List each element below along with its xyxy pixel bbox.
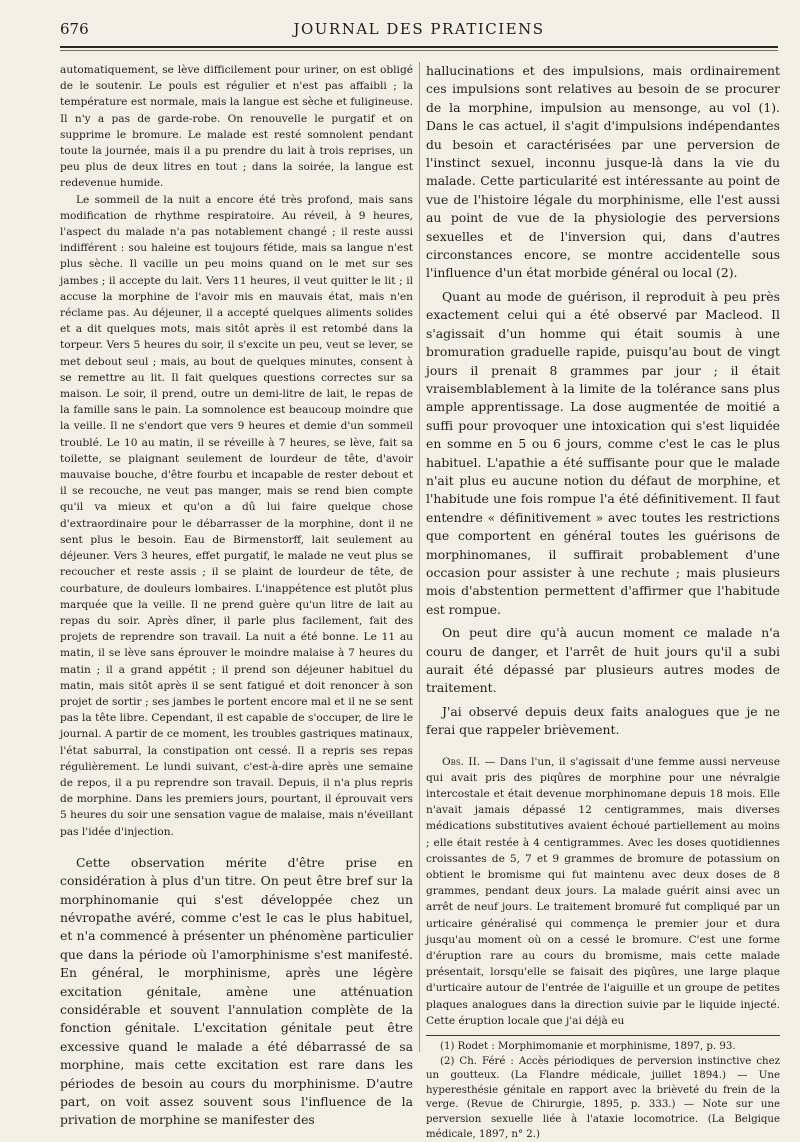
header-rule (60, 46, 778, 48)
discussion-paragraph: Cette observation mérite d'être prise en considération à plus d'un titre. On peut être bref sur la morphinomanie qui s'est développée chez un névropathe avéré, comme c'est le cas le plus habituel, et n'a commencé à présenter un phénomène particulier que dans la période où l'amorphinisme s'est manifesté. En général, le morphinisme, après une légère excitation génitale, amène une atténuation considérable et souvent l'annulation complète de la fonction génitale. L'excitation génitale peut être excessive quand le malade a été débarrassé de sa morphine, mais cette excitation est rare dans les périodes de besoin au cours du morphinisme. D'autre part, on voit assez souvent sous l'influence de la privation de morphine se manifester des (60, 854, 413, 1128)
observation-label: Obs. II. (442, 755, 481, 768)
running-head: JOURNAL DES PRATICIENS (293, 20, 545, 38)
case-paragraph: Le sommeil de la nuit a encore été très profond, mais sans modification de rhythme respiratoire. Au réveil, à 9 heures, l'aspect du malade n'a pas notablement changé ; il reste aussi indifférent : sou haleine est toujours fétide, mais sa langue n'est plus sèche. Il vacille un peu moins quand on le met sur ses jambes ; il accepte du lait. Vers 11 heures, il veut quitter le lit ; il accuse la morphine de l'avoir mis en mauvais état, mais n'en réclame pas. Au déjeuner, il a accepté quelques aliments solides et a dit quelques mots, mais sitôt après il est retombé dans la torpeur. Vers 5 heures du soir, il s'excite un peu, veut se lever, se met debout seul ; mais, au bout de quelques minutes, consent à se remettre au lit. Il fait quelques questions correctes sur sa maison. Le soir, il prend, outre un demi-litre de lait, le repas de la famille sans le pain. La somnolence est beaucoup moindre que la veille. Il ne s'endort que vers 9 heures et demie d'un sommeil troublé. Le 10 au matin, il se réveille à 7 heures, se lève, fait sa toilette, se plaignant seulement de lourdeur de tête, d'avoir mauvaise bouche, d'être fourbu et incapable de rester debout et il se recouche, ne veut pas manger, mais se rend bien compte qu'il va mieux et qu'on a dû lui faire quelque chose d'extraordinaire pour le débarrasser de la morphine, dont il ne sent plus le besoin. Eau de Birmenstorff, lait seulement au déjeuner. Vers 3 heures, effet purgatif, le malade ne veut plus se recoucher et reste assis ; il se plaint de lourdeur de tête, de courbature, de douleurs lombaires. L'inappétence est plutôt plus marquée que la veille. Il ne prend guère qu'un litre de lait au repas du soir. Après dîner, il parle plus facilement, fait des projets de reprendre son travail. La nuit a été bonne. Le 11 au matin, il se lève sans éprouver le moindre malaise à 7 heures du matin ; il a grand appétit ; il prend son déjeuner habituel du matin, mais sitôt après il se sent fatigué et doit renoncer à son projet de sortir ; ses jambes le portent encore mal et il ne se sent pas la tête libre. Cependant, il est capable de s'occuper, de lire le journal. A partir de ce moment, les troubles gastriques matinaux, l'état saburral, la constipation ont cessé. Il a repris ses repas régulièrement. Le lundi suivant, c'est-à-dire après une semaine de repos, il a pu reprendre son travail. Depuis, il n'a plus repris de morphine. Dans les premiers jours, pourtant, il éprouvait vers 5 heures du soir une sensation vague de malaise, mais n'éveillant pas l'idée d'injection. (60, 193, 413, 838)
page-header (60, 20, 778, 44)
footnote-rule (426, 1035, 780, 1036)
body-paragraph: J'ai observé depuis deux faits analogues que je ne ferai que rappeler brièvement. (426, 703, 780, 738)
case-paragraph: automatiquement, se lève difficilement pour uriner, on est obligé de le soutenir. Le pouls est régulier et n'est pas affaibli ; la température est normale, mais la langue est sèche et fuligineuse. Il n'y a pas de garde-robe. On renouvelle le purgatif et on supprime le bromure. Le malade est resté somnolent pendant toute la journée, mais il a pu prendre du lait à trois reprises, un peu plus de deux litres en tout ; dans la soirée, la langue est redevenue humide. (60, 64, 413, 190)
observation-text: — Dans l'un, il s'agissait d'une femme aussi nerveuse qui avait pris des piqûres de morphine pour une névralgie intercostale et était devenue morphinomane depuis 18 mois. Elle n'avait jamais dépassé 12 centigrammes, mais diverses médications substitutives avaient échoué partiellement au moins ; elle était restée à 4 centigrammes. Avec les doses quotidiennes croissantes de 5, 7 et 9 grammes de bromure de potassium on obtient le bromisme qui fut maintenu avec deux doses de 8 grammes, pendant deux jours. La malade guérit ainsi avec un arrêt de neuf jours. Le traitement bromuré fut compliqué par un urticaire généralisé qui commença le premier jour et dura jusqu'au moment où on a cessé le bromure. C'est une forme d'éruption rare au cours du bromisme, mais cette malade présentait, lorsqu'elle se faisait des piqûres, une large plaque d'urticaire autour de l'entrée de l'aiguille et un groupe de petites plaques analogues dans la direction suivie par le liquide injecté. Cette éruption locale que j'ai déjà eu (426, 755, 780, 1027)
page-number: 676 (60, 20, 89, 38)
footnote: (2) Ch. Féré : Accès périodiques de perversion instinctive chez un goutteux. (La Flandre médicale, juillet 1894.) — Une hyperesthésie génitale en rapport avec la brièveté du frein de la verge. (Revue de Chirurgie, 1895, p. 333.) — Note sur une perversion sexuelle liée à l'ataxie locomotrice. (La Belgique médicale, 1897, n° 2.) (426, 1055, 780, 1140)
body-paragraph: hallucinations et des impulsions, mais ordinairement ces impulsions sont relatives au besoin de se procurer de la morphine, impulsion au mensonge, au vol (1). Dans le cas actuel, il s'agit d'impulsions indépendantes du besoin et caractérisées par une perversion de l'instinct sexuel, inconnu jusque-là dans la vie du malade. Cette particularité est intéressante au point de vue de l'histoire légale du morphinisme, elle l'est aussi au point de vue de la physiologie des perversions sexuelles et de l'inversion qui, dans d'autres circonstances encore, se montre accidentelle sous l'influence d'un état morbide général ou local (2). (426, 63, 780, 281)
column-divider (419, 62, 420, 1052)
observation-paragraph (426, 754, 780, 1029)
body-paragraph: Quant au mode de guérison, il reproduit à peu près exactement celui qui a été observé par Macleod. Il s'agissait d'un homme qui était soumis à une bromuration graduelle rapide, puisqu'au bout de vingt jours il prenait 8 grammes par jour ; il était vraisemblablement à la limite de la tolérance sans plus ample apprentissage. La dose augmentée de moitié a suffi pour provoquer une intoxication qui s'est liquidée en somme en 5 ou 6 jours, comme c'est le cas le plus habituel. L'apathie a été suffisante pour que le malade n'ait plus eu aucune notion du défaut de morphine, et l'habitude une fois rompue l'a été définitivement. Il faut entendre « définitivement » avec toutes les restrictions que comportent en général toutes les guérisons de morphinomanes, il suffirait probablement d'une occasion pour assister à une rechute ; mais plusieurs mois d'abstention permettent d'affirmer que l'habitude est rompue. (426, 288, 780, 617)
header-rule-thin (60, 50, 778, 51)
right-column (426, 62, 780, 1142)
body-paragraph: On peut dire qu'à aucun moment ce malade n'a couru de danger, et l'arrêt de huit jours qu'il a subi aurait été dépassé par plusieurs autres modes de traitement. (426, 625, 780, 696)
left-column (60, 62, 413, 1130)
footnote: (1) Rodet : Morphimomanie et morphinisme, 1897, p. 93. (440, 1041, 736, 1053)
